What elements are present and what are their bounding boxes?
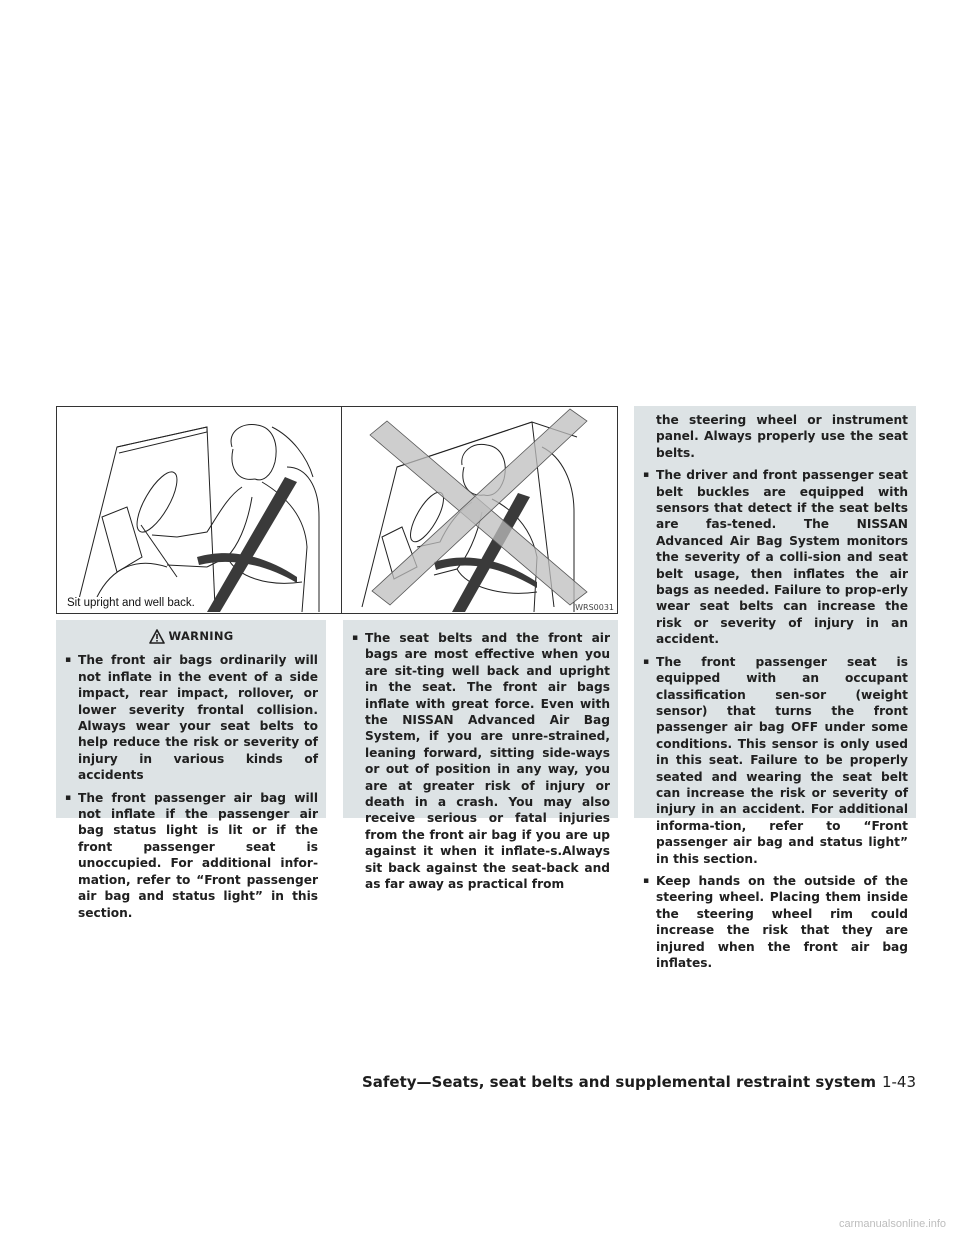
figure-code: WRS0031 [575,603,614,612]
page-number: 1-43 [881,1073,916,1091]
warning-panel-right [634,406,916,970]
list-item: ▪ The front passenger air bag will not inflate if the passenger air bag status light is lit or if the front passenger seat is unoccupied. For additional infor-mation, refer to “Front passenger air bag and status light” in this section. [64,790,318,921]
list-item: ▪ Keep hands on the outside of the steering wheel. Placing them inside the steering wheel rim could increase the risk that they are injured when the front air bag inflates. [642,873,908,971]
warning-continuation: the steering wheel or instrument panel. Always properly use the seat belts. [656,413,908,460]
correct-seating-illustration [57,407,341,613]
warning-list-middle [351,630,610,893]
footer-section-title: Safety—Seats, seat belts and supplemental restraint system [361,1073,876,1091]
list-item: ▪ The seat belts and the front air bags are most effective when you are sit-ting well back and upright in the seat. The front air bags inflate with great force. Even with the NISSAN Advanced Air Bag System, if you are unre-strained, leaning forward, sitting side-ways or out of position in any way, you are at greater risk of injury or death in a crash. You may also receive serious or fatal injuries from the front air bag if you are up against it when it inflate-s.Always sit back against the seat-back and as far away as practical from [351,630,610,893]
list-item: ▪ The driver and front passenger seat belt buckles are equipped with sensors that detect if the seat belts are fas-tened. The NISSAN Advanced Air Bag System monitors the severity of a colli-sion and seat belt usage, then inflates the air bags as needed. Failure to prop-erly wear seat belts can increase the risk or severity of injury in an accident. [642,467,908,647]
warning-heading-text: WARNING [168,629,234,643]
list-item: ▪ The front air bags ordinarily will not inflate in the event of a side impact, rear impact, rollover, or lower severity frontal collision. Always wear your seat belts to help reduce the risk or severity of injury in various kinds of accidents [64,652,318,783]
list-item: ▪ The front passenger seat is equipped with an occupant classification sen-sor (weight sensor) that turns the front passenger air bag OFF under some conditions. This sensor is only used in this seat. Failure to be properly seated and wearing the seat belt can increase the risk or severity of injury in an accident. For additional informa-tion, refer to “Front passenger air bag and status light” in this section. [642,654,908,867]
warning-list-right [642,467,908,971]
seating-illustration [56,406,618,614]
warning-panel-middle [343,620,618,892]
warning-triangle-icon [149,629,165,644]
watermark: carmanualsonline.info [838,1218,946,1230]
warning-heading [64,628,318,644]
warning-list-left [64,652,318,921]
page-footer [362,1073,916,1091]
warning-panel-left [56,620,326,920]
figure-caption: Sit upright and well back. [67,597,195,609]
incorrect-seating-illustration [342,407,618,613]
